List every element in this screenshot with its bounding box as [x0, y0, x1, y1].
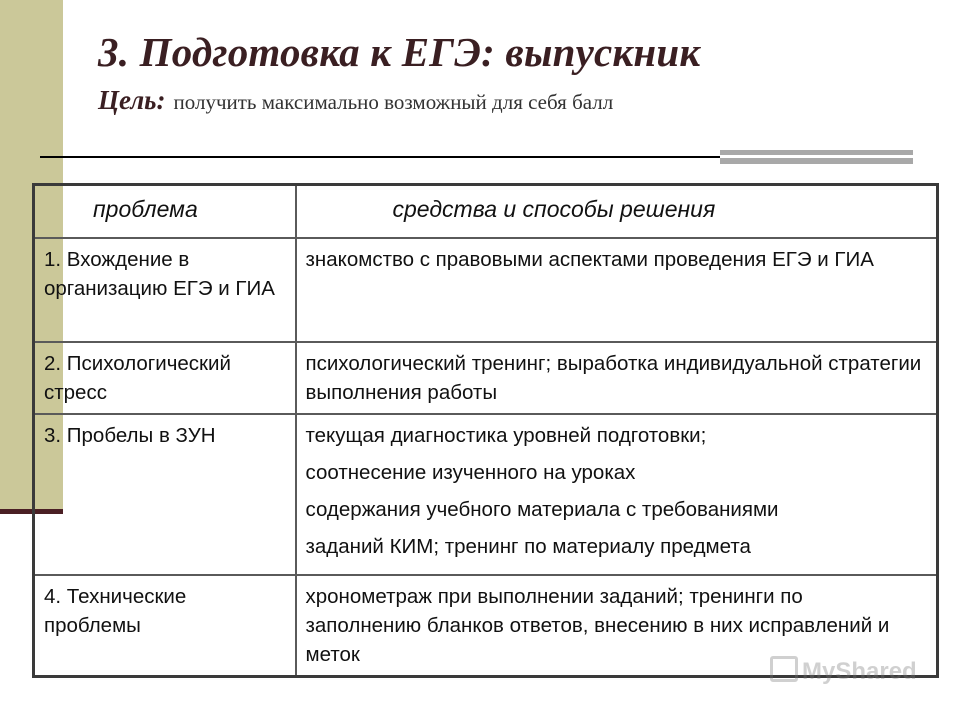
- problem-cell: 2. Психологический стресс: [34, 342, 296, 414]
- preparation-table: [32, 183, 939, 678]
- goal-line: [98, 85, 613, 116]
- solution-line: заданий КИМ; тренинг по материалу предмета: [305, 535, 751, 558]
- solution-cell: [296, 414, 938, 575]
- solution-line: соотнесение изученного на уроках: [305, 461, 636, 484]
- header-solutions: средства и способы решения: [296, 185, 938, 239]
- solution-cell: знакомство с правовыми аспектами проведения ЕГЭ и ГИА: [296, 238, 938, 342]
- problem-cell: 3. Пробелы в ЗУН: [34, 414, 296, 575]
- problem-cell: 1. Вхождение в организацию ЕГЭ и ГИА: [34, 238, 296, 342]
- watermark-text: MyShared: [802, 658, 917, 685]
- problem-cell: 4. Технические проблемы: [34, 575, 296, 677]
- slide-title: 3. Подготовка к ЕГЭ: выпускник: [98, 29, 701, 75]
- table-row: [34, 414, 938, 575]
- goal-label: Цель:: [98, 85, 166, 115]
- table-header-row: [34, 185, 938, 239]
- header-problem: проблема: [34, 185, 296, 239]
- solution-line: текущая диагностика уровней подготовки;: [305, 424, 707, 447]
- title-divider-accent: [720, 150, 913, 164]
- watermark-logo-icon: [770, 656, 798, 682]
- solution-cell: хронометраж при выполнении заданий; тренинги по заполнению бланков ответов, внесению в них исправлений и меток: [296, 575, 938, 677]
- solution-line: содержания учебного материала с требованиями: [305, 498, 779, 521]
- title-divider-line: [40, 156, 740, 158]
- table-row: [34, 342, 938, 414]
- solution-cell: психологический тренинг; выработка индивидуальной стратегии выполнения работы: [296, 342, 938, 414]
- goal-text: получить максимально возможный для себя балл: [173, 90, 614, 114]
- watermark: [770, 656, 917, 686]
- table-row: [34, 238, 938, 342]
